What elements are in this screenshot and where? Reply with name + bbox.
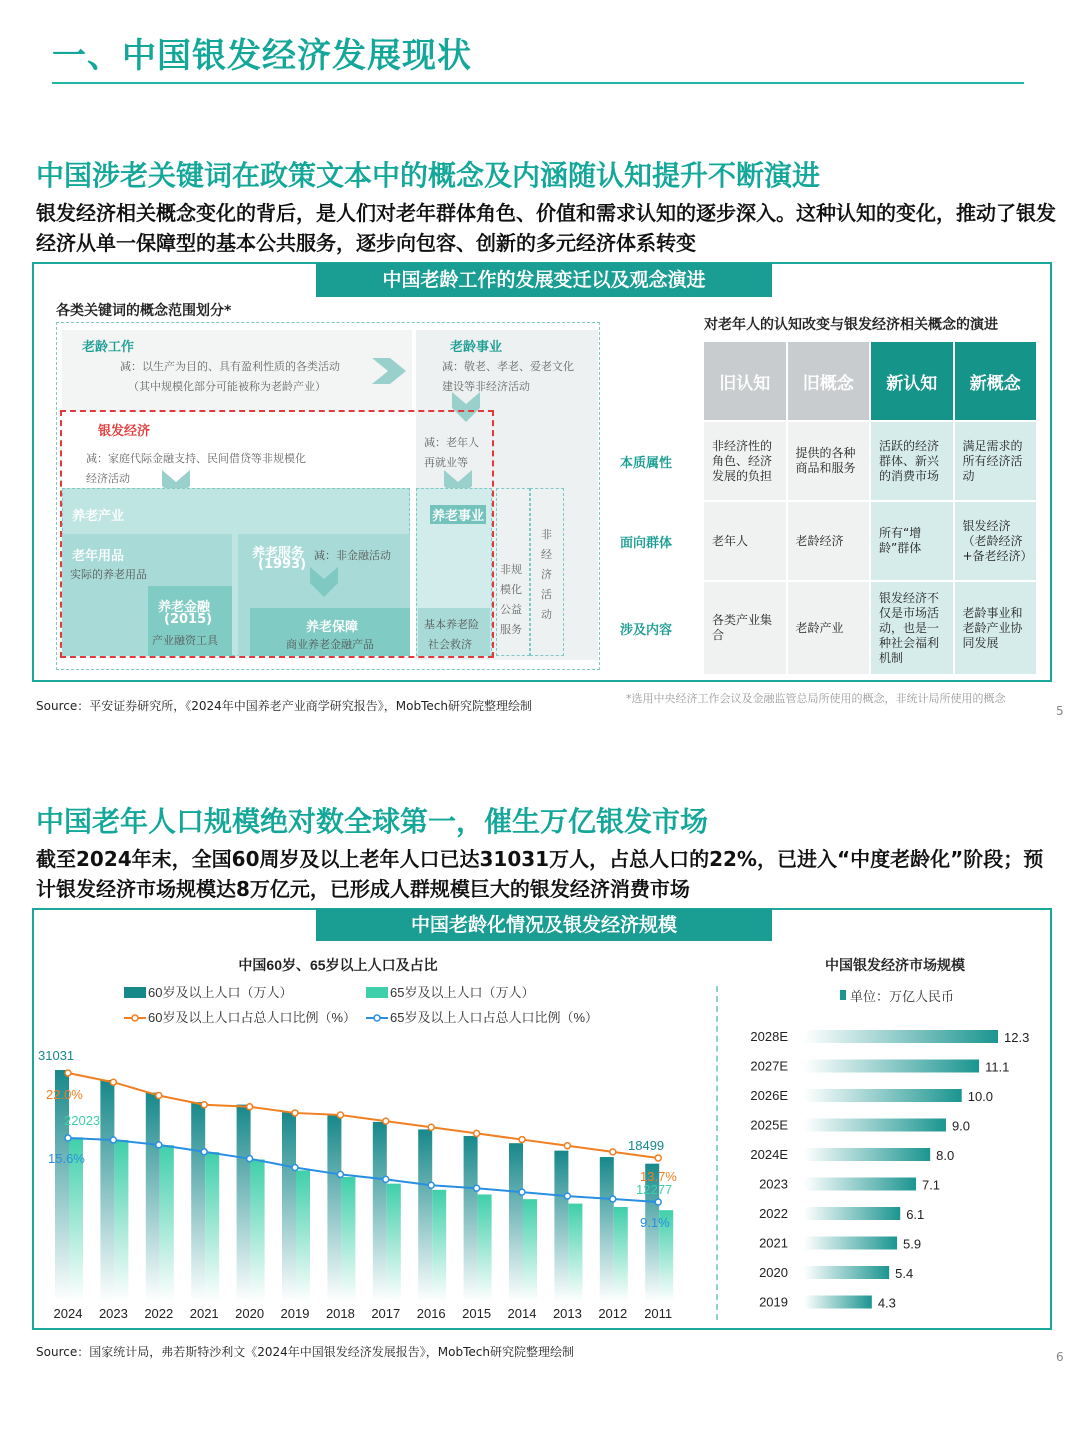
- right-arrow-icon: [368, 356, 408, 386]
- fgm-label4: 服务: [500, 623, 522, 636]
- lnsy-label: 老龄事业: [450, 340, 503, 355]
- bar-60plus: [237, 1105, 251, 1302]
- point-60plus-pct: [564, 1143, 570, 1149]
- fjj-label2: 经: [541, 548, 552, 561]
- point-60plus-pct: [65, 1070, 71, 1076]
- market-bar: [804, 1237, 897, 1250]
- x-tick-label: 2021: [189, 1306, 219, 1321]
- section-title: 一、中国银发经济发展现状: [52, 36, 472, 76]
- point-60plus-pct: [655, 1155, 661, 1161]
- bar-value-label: 6.1: [906, 1207, 925, 1222]
- x-tick-label: 2016: [416, 1306, 446, 1321]
- ylcy-label: 养老产业: [72, 509, 125, 524]
- table-row-label: 涉及内容: [620, 622, 673, 638]
- y-tick-label: 2020: [759, 1265, 788, 1280]
- x-tick-label: 2020: [235, 1306, 265, 1321]
- y-tick-label: 2023: [759, 1176, 788, 1192]
- bar-65plus: [251, 1159, 265, 1302]
- legend-label: 单位：万亿人民币: [850, 989, 955, 1004]
- yfjj-desc2: 经济活动: [86, 472, 130, 485]
- bar-60plus: [282, 1112, 296, 1302]
- point-60plus-pct: [610, 1149, 616, 1155]
- bar-value-label: 4.3: [877, 1295, 896, 1311]
- bar-value-label: 8.0: [936, 1148, 955, 1163]
- point-65plus-pct: [292, 1165, 298, 1171]
- x-tick-label: 2018: [325, 1306, 355, 1321]
- table-cell: 非经济性的角色、经济发展的负担: [704, 422, 786, 500]
- ylfw-minus: 减：非金融活动: [314, 549, 391, 562]
- bar-65plus: [296, 1170, 310, 1302]
- bar-60plus: [554, 1151, 568, 1302]
- lnyp-desc: 实际的养老用品: [70, 568, 147, 581]
- fgm-label: 非规: [500, 563, 522, 576]
- table-row: [620, 422, 1036, 500]
- point-65plus-pct: [65, 1135, 71, 1141]
- lnyp-label: 老年用品: [72, 549, 125, 564]
- x-tick-label: 2015: [462, 1306, 492, 1321]
- x-tick-label: 2023: [98, 1306, 128, 1321]
- bar-60plus: [191, 1102, 205, 1302]
- bar-65plus: [614, 1207, 628, 1302]
- page6-lead: 截至2024年末，全国60周岁及以上老年人口已达31031万人，占总人口的22%，已进入“中度老龄化”阶段；预计银发经济市场规模达8万亿元，已形成人群规模巨大的银发经济消费市场: [36, 847, 1044, 901]
- table-cell: 银发经济不仅是市场活动，也是一种社会福利机制: [871, 582, 953, 674]
- lgzz-desc1: 减：以生产为目的、具有盈利性质的各类活动: [120, 360, 340, 373]
- legend-marker: [374, 1015, 380, 1021]
- market-size-chart: [736, 944, 1046, 1330]
- yljr-year: (2015): [164, 612, 213, 627]
- point-65plus-pct: [156, 1142, 162, 1148]
- bar-65plus: [568, 1204, 582, 1302]
- yljr-label: 养老金融: [158, 600, 211, 615]
- point-60plus-pct: [337, 1112, 343, 1118]
- minus-old-label2: 再就业等: [424, 456, 468, 469]
- point-60plus-pct: [428, 1124, 434, 1130]
- page-number-6: 6: [1056, 1350, 1064, 1364]
- lgzz-desc2: （其中规模化部分可能被称为老龄产业）: [128, 380, 326, 393]
- concept-table-header: [704, 342, 1036, 420]
- table-row: [620, 582, 1036, 674]
- table-header-cell: 旧认知: [704, 342, 786, 420]
- market-bar: [804, 1030, 998, 1043]
- legend-label: 65岁及以上人口占总人口比例（%）: [390, 1010, 599, 1025]
- table-header-cell: 新概念: [955, 342, 1037, 420]
- down-arrow-icon: [308, 565, 340, 599]
- bar-60plus: [600, 1157, 614, 1302]
- bar-65plus: [523, 1199, 537, 1302]
- x-tick-label: 2022: [144, 1306, 174, 1321]
- page5-footnote: *选用中央经济工作会议及金融监管总局所使用的概念，非统计局所使用的概念: [626, 692, 1006, 705]
- bar-60plus: [464, 1136, 478, 1302]
- fjj-label3: 济: [541, 568, 552, 581]
- bar-60plus: [55, 1070, 69, 1302]
- point-60plus-pct: [110, 1079, 116, 1085]
- legend-label: 60岁及以上人口占总人口比例（%）: [148, 1010, 357, 1025]
- page5-lead: 银发经济相关概念变化的背后，是人们对老年群体角色、价值和需求认知的逐步深入。这种认知的变化，推动了银发经济从单一保障型的基本公共服务，逐步向包容、创新的多元经济体系转变: [36, 201, 1056, 255]
- bar-value-label: 5.9: [903, 1236, 922, 1252]
- point-60plus-pct: [519, 1137, 525, 1143]
- concept-table-body: [620, 420, 1036, 674]
- point-65plus-pct: [383, 1176, 389, 1182]
- population-chart: [36, 944, 706, 1330]
- legend-swatch: [840, 990, 846, 1000]
- bar-value-label: 11.1: [985, 1059, 1010, 1075]
- page6-banner: 中国老龄化情况及银发经济规模: [316, 909, 772, 941]
- table-cell: 活跃的经济群体、新兴的消费市场: [871, 422, 953, 500]
- x-tick-label: 2011: [644, 1306, 673, 1321]
- bar-60plus: [327, 1115, 341, 1302]
- point-65plus-pct: [519, 1189, 525, 1195]
- page6-source: Source：国家统计局，弗若斯特沙利文《2024年中国银发经济发展报告》，MobTech研究院整理绘制: [36, 1345, 574, 1359]
- shjz-label: 社会救济: [428, 638, 472, 651]
- point-60plus-pct: [247, 1104, 253, 1110]
- legend-label: 60岁及以上人口（万人）: [148, 985, 293, 1000]
- bar-value-label: 9.0: [951, 1118, 971, 1134]
- point-65plus-pct: [474, 1185, 480, 1191]
- table-cell: 老龄经济: [788, 502, 870, 580]
- table-cell: 所有“增龄”群体: [871, 502, 953, 580]
- fgm-label2: 模化: [500, 583, 522, 596]
- ylfw-label: 养老服务: [252, 546, 305, 561]
- point-65plus-pct: [428, 1182, 434, 1188]
- market-bar: [804, 1089, 962, 1102]
- page-number-5: 5: [1056, 704, 1064, 718]
- fjj-label5: 动: [541, 608, 552, 621]
- y-tick-label: 2027E: [750, 1058, 788, 1074]
- x-tick-label: 2024: [53, 1306, 83, 1321]
- chart-title: 中国银发经济市场规模: [825, 957, 965, 973]
- ylbz-desc: 商业养老金融产品: [286, 638, 374, 651]
- point-60plus-pct: [474, 1130, 480, 1136]
- table-cell: 各类产业集合: [704, 582, 786, 674]
- point-60plus-pct: [201, 1102, 207, 1108]
- lnsy-desc1: 减：敬老、孝老、爱老文化: [442, 360, 574, 373]
- point-65plus-pct: [201, 1149, 207, 1155]
- lgzz-label: 老龄工作: [82, 340, 135, 355]
- title-divider: [52, 82, 1024, 84]
- y-tick-label: 2024E: [750, 1147, 788, 1162]
- table-cell: 老年人: [704, 502, 786, 580]
- bar-value-label: 10.0: [967, 1089, 994, 1104]
- point-65plus-pct: [337, 1171, 343, 1177]
- y-tick-label: 2019: [759, 1294, 788, 1310]
- market-bar: [804, 1296, 872, 1309]
- bar-value-label: 5.4: [895, 1266, 914, 1281]
- x-tick-label: 2013: [552, 1306, 582, 1321]
- market-bar: [804, 1060, 979, 1073]
- point-65plus-pct: [247, 1156, 253, 1162]
- bar-value-label: 12.3: [1004, 1030, 1030, 1045]
- bar-65plus: [205, 1152, 219, 1302]
- data-label: 9.1%: [640, 1215, 670, 1230]
- bar-60plus: [146, 1093, 160, 1302]
- market-bar: [804, 1148, 930, 1161]
- data-label: 22023: [64, 1113, 101, 1128]
- table-cell: 提供的各种商品和服务: [788, 422, 870, 500]
- x-tick-label: 2017: [371, 1306, 401, 1321]
- ylsy-label: 养老事业: [430, 505, 486, 524]
- data-label: 31031: [38, 1048, 75, 1063]
- fjj-label4: 活: [541, 588, 552, 601]
- x-tick-label: 2012: [598, 1306, 628, 1321]
- page5-headline: 中国涉老关键词在政策文本中的概念及内涵随认知提升不断演进: [36, 159, 821, 192]
- table-row-label: 本质属性: [620, 455, 673, 471]
- point-60plus-pct: [156, 1093, 162, 1099]
- jbyl-label: 基本养老险: [424, 618, 479, 631]
- table-header-cell: 新认知: [871, 342, 953, 420]
- bar-60plus: [509, 1143, 523, 1302]
- point-65plus-pct: [110, 1137, 116, 1143]
- legend-marker: [132, 1015, 138, 1021]
- x-tick-label: 2019: [280, 1306, 310, 1321]
- lnsy-desc2: 建设等非经济活动: [442, 380, 530, 393]
- bar-65plus: [114, 1140, 128, 1302]
- legend-swatch: [124, 987, 146, 998]
- data-label: 13.7%: [640, 1169, 677, 1184]
- yfjj-label: 银发经济: [98, 424, 151, 439]
- left-diagram-title: 各类关键词的概念范围划分*: [56, 303, 232, 319]
- bar-65plus: [387, 1184, 401, 1302]
- bar-60plus: [418, 1129, 432, 1302]
- bar-65plus: [478, 1194, 492, 1302]
- y-tick-label: 2022: [759, 1206, 788, 1221]
- point-60plus-pct: [383, 1118, 389, 1124]
- market-bar: [804, 1266, 889, 1279]
- yfjj-desc1: 减：家庭代际金融支持、民间借贷等非规模化: [86, 452, 306, 465]
- bar-value-label: 7.1: [921, 1177, 941, 1193]
- data-label: 15.6%: [48, 1151, 85, 1166]
- table-row: [620, 502, 1036, 580]
- point-65plus-pct: [655, 1199, 661, 1205]
- legend-swatch: [366, 987, 388, 998]
- right-table-title: 对老年人的认知改变与银发经济相关概念的演进: [704, 317, 998, 333]
- minus-old-label: 减：老年人: [424, 436, 479, 449]
- table-cell: 银发经济（老龄经济+备老经济）: [955, 502, 1037, 580]
- table-cell: 满足需求的所有经济活动: [955, 422, 1037, 500]
- chart-divider: [716, 986, 718, 1320]
- ylfw-year: (1993): [258, 557, 307, 572]
- yljr-desc: 产业融资工具: [152, 634, 218, 647]
- data-label: 12277: [636, 1182, 673, 1197]
- point-65plus-pct: [564, 1193, 570, 1199]
- page6-headline: 中国老年人口规模绝对数全球第一，催生万亿银发市场: [36, 805, 709, 838]
- data-label: 22.0%: [46, 1087, 83, 1102]
- table-header-cell: 旧概念: [788, 342, 870, 420]
- fgm-label3: 公益: [500, 603, 522, 616]
- point-65plus-pct: [610, 1196, 616, 1202]
- bar-60plus: [373, 1122, 387, 1302]
- market-bar: [804, 1207, 900, 1220]
- y-tick-label: 2026E: [750, 1088, 788, 1103]
- market-bar: [804, 1178, 916, 1191]
- bar-60plus: [100, 1080, 114, 1302]
- y-tick-label: 2021: [759, 1235, 788, 1251]
- market-bar: [804, 1119, 946, 1132]
- bar-65plus: [341, 1177, 355, 1302]
- table-cell: 老龄产业: [788, 582, 870, 674]
- bar-65plus: [160, 1145, 174, 1302]
- point-60plus-pct: [292, 1110, 298, 1116]
- page5-banner: 中国老龄工作的发展变迁以及观念演进: [316, 263, 772, 297]
- table-cell: 老龄事业和老龄产业协同发展: [955, 582, 1037, 674]
- y-tick-label: 2025E: [750, 1117, 788, 1133]
- chart-title: 中国60岁、65岁以上人口及占比: [238, 957, 438, 973]
- data-label: 18499: [628, 1138, 665, 1153]
- legend-label: 65岁及以上人口（万人）: [390, 985, 535, 1000]
- x-tick-label: 2014: [507, 1306, 537, 1321]
- y-tick-label: 2028E: [750, 1029, 788, 1044]
- table-row-label: 面向群体: [620, 535, 673, 551]
- page5-source: Source：平安证券研究所，《2024年中国养老产业商学研究报告》，MobTech研究院整理绘制: [36, 699, 532, 713]
- bar-65plus: [432, 1190, 446, 1302]
- ylbz-label: 养老保障: [306, 620, 359, 635]
- fjj-label: 非: [541, 528, 552, 541]
